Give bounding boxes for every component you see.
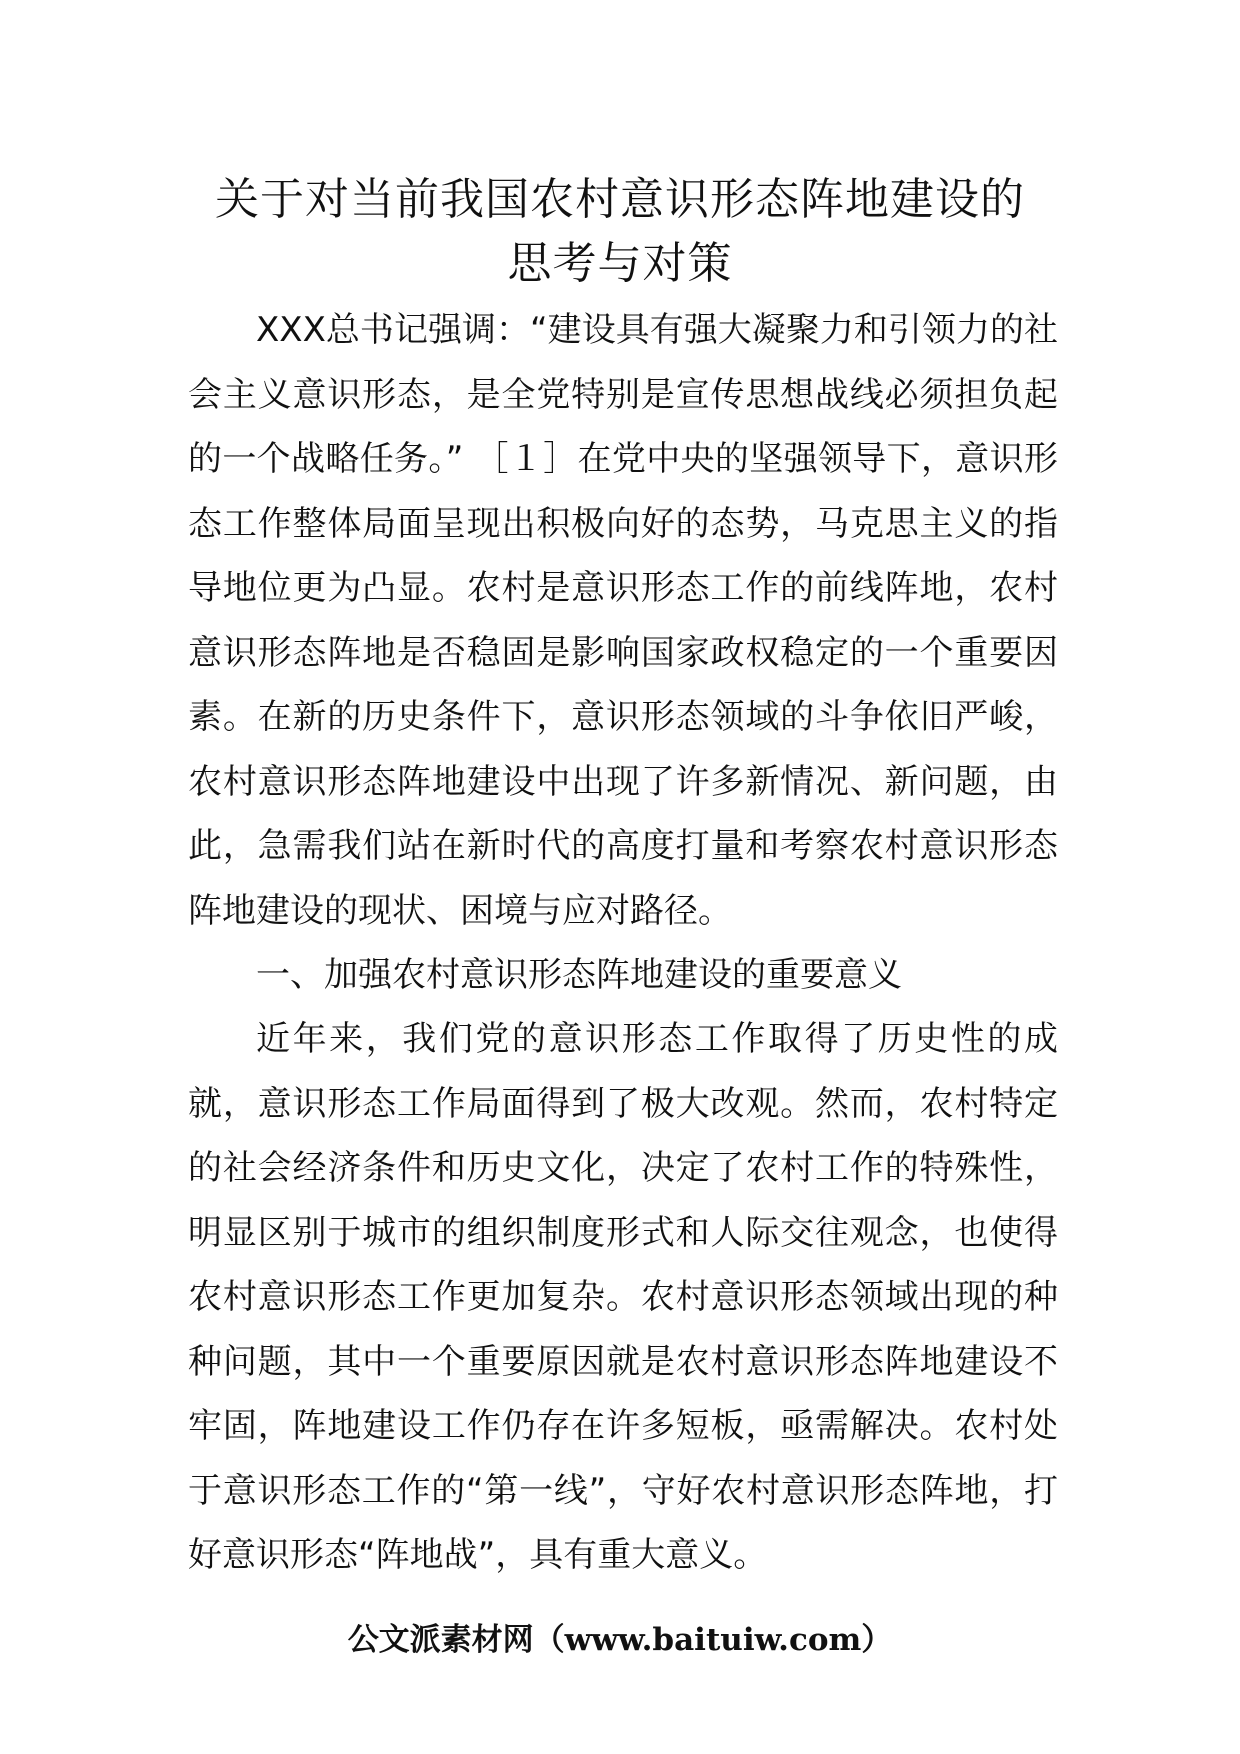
paragraph-intro: XXX总书记强调：“建设具有强大凝聚力和引领力的社会主义意识形态，是全党特别是宣传思想战线必须担负起的一个战略任务。” ［１］在党中央的坚强领导下，意识形态工作整体局面呈现出积极向好的态势，马克思主义的指导地位更为凸显。农村是意识形态工作的前线阵地，农村意识形态阵地是否稳固是影响国家政权稳定的一个重要因素。在新的历史条件下，意识形态领域的斗争依旧严峻，农村意识形态阵地建设中出现了许多新情况、新问题，由此，急需我们站在新时代的高度打量和考察农村意识形态阵地建设的现状、困境与应对路径。 bbox=[188, 310, 1058, 931]
paragraph-section-1: 近年来，我们党的意识形态工作取得了历史性的成就，意识形态工作局面得到了极大改观。然而，农村特定的社会经济条件和历史文化，决定了农村工作的特殊性，明显区别于城市的组织制度形式和人际交往观念，也使得农村意识形态工作更加复杂。农村意识形态领域出现的种种问题，其中一个重要原因就是农村意识形态阵地建设不牢固，阵地建设工作仍存在许多短板，亟需解决。农村处于意识形态工作的“第一线”，守好农村意识形态阵地，打好意识形态“阵地战”，具有重大意义。 bbox=[188, 1019, 1058, 1575]
page-title-line-2: 思考与对策 bbox=[507, 238, 733, 289]
section-heading-1: 一、加强农村意识形态阵地建设的重要意义 bbox=[256, 955, 902, 995]
page-title-line-1: 关于对当前我国农村意识形态阵地建设的 bbox=[215, 174, 1025, 225]
footer-source: 公文派素材网（www.baituiw.com） bbox=[347, 1622, 893, 1658]
